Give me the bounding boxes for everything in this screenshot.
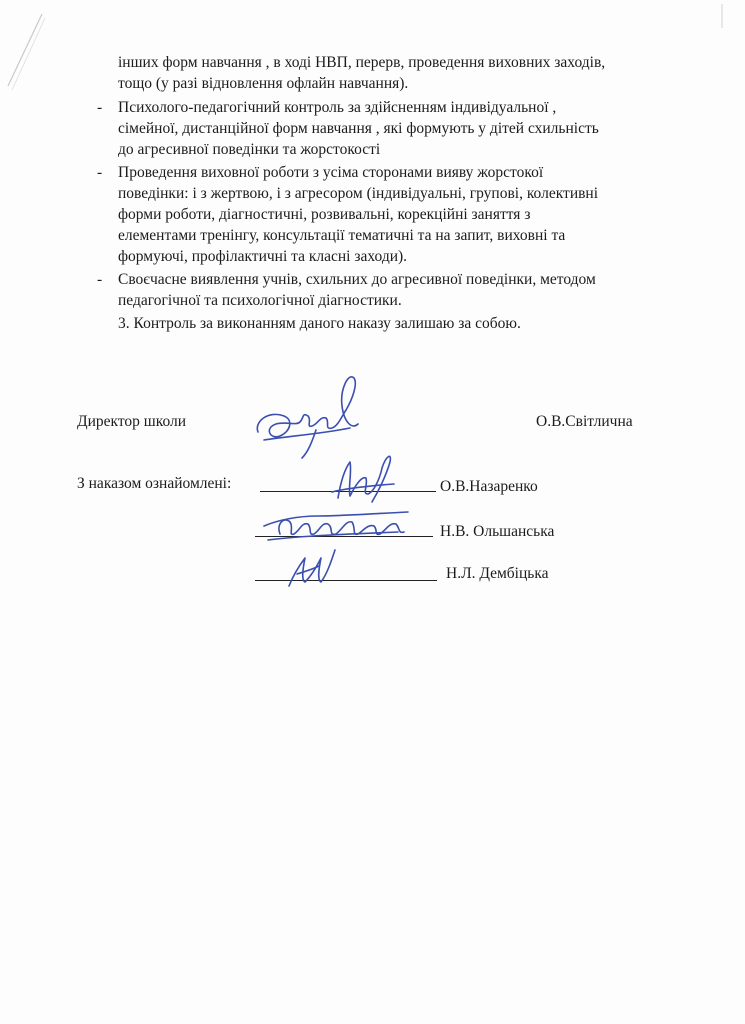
acknowledged-name-1: О.В.Назаренко <box>440 478 538 495</box>
acknowledged-name-3: Н.Л. Дембіцька <box>446 565 549 582</box>
signature-dembitska <box>283 536 343 596</box>
bullet-marker: - <box>97 271 103 288</box>
bullet-line: сімейної, дистанційної форм навчання , які формують у дітей схильність <box>118 120 599 137</box>
acknowledged-name-2: Н.В. Ольшанська <box>440 523 555 540</box>
signature-nazarenko <box>328 448 408 508</box>
acknowledged-label: З наказом ознайомлені: <box>77 475 232 492</box>
director-signature <box>250 370 380 460</box>
item-3: 3. Контроль за виконанням даного наказу залишаю за собою. <box>118 315 521 332</box>
bullet-marker: - <box>97 99 103 116</box>
director-name: О.В.Світлична <box>536 413 633 430</box>
bullet-line: педагогічної та психологічної діагностики. <box>118 292 402 309</box>
bullet-line: Психолого-педагогічний контроль за здійсненням індивідуальної , <box>118 99 557 116</box>
bullet-line: поведінки: і з жертвою, і з агресором (індивідуальні, групові, колективні <box>118 185 599 202</box>
bullet-line: Проведення виховної роботи з усіма сторонами вияву жорстокої <box>118 164 544 181</box>
bullet-line: елементами тренінгу, консультації тематичні та на запит, виховні та <box>118 227 566 244</box>
bullet-line: Своєчасне виявлення учнів, схильних до агресивної поведінки, методом <box>118 271 596 288</box>
bullet-line: формуючі, профілактичні та класні заходи). <box>118 248 408 265</box>
bullet-line: форми роботи, діагностичні, розвивальні, корекційні заняття з <box>118 206 531 223</box>
paragraph-line: тощо (у разі відновлення офлайн навчання). <box>118 75 409 92</box>
paragraph-line: інших форм навчання , в ході НВП, перерв, проведення виховних заходів, <box>118 54 606 71</box>
director-title: Директор школи <box>77 413 187 430</box>
bullet-marker: - <box>97 164 103 181</box>
bullet-line: до агресивної поведінки та жорстокості <box>118 141 381 158</box>
